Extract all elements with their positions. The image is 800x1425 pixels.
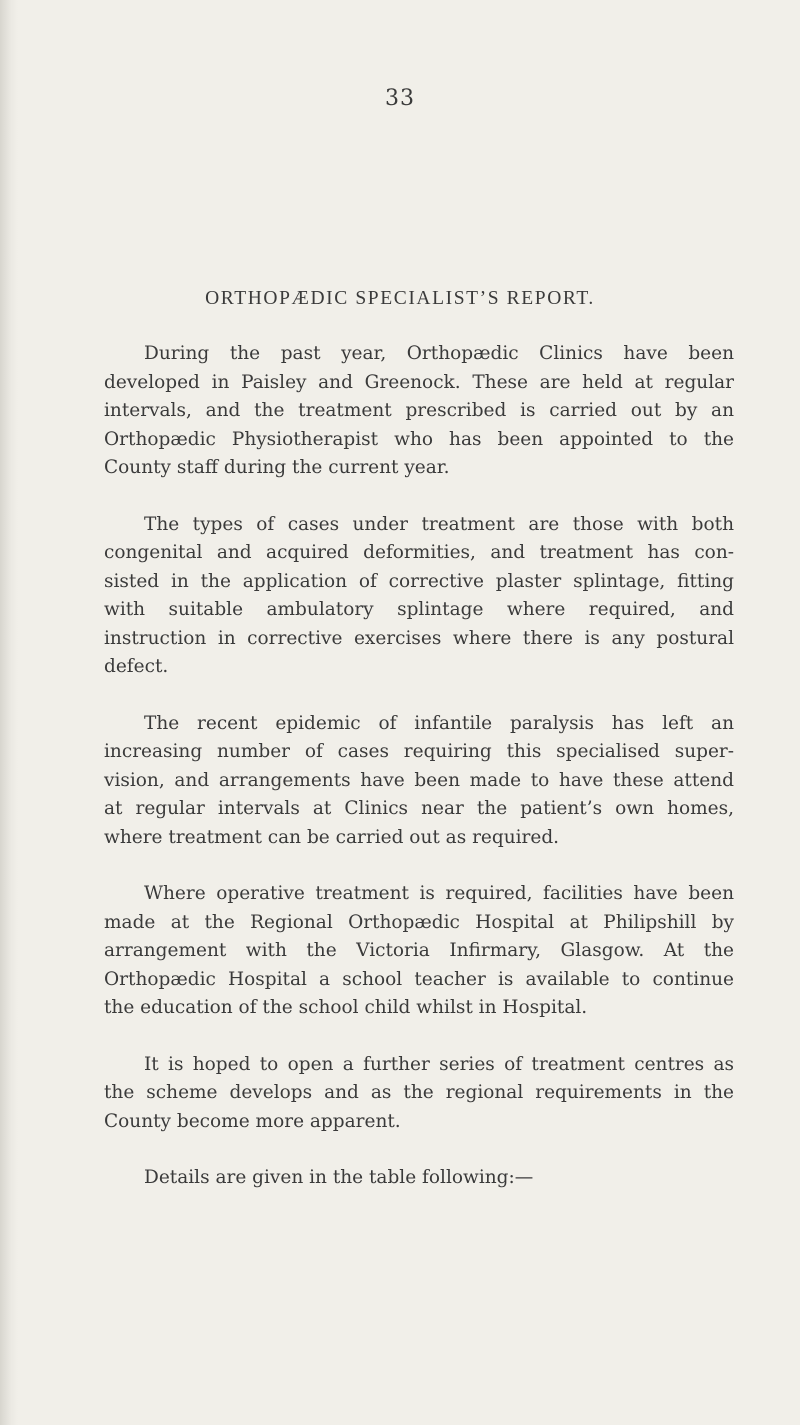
scan-shadow bbox=[0, 0, 18, 1425]
text-line: made at the Regional Orthopædic Hospital at Philipshill by bbox=[104, 911, 734, 933]
page-number: 33 bbox=[385, 86, 415, 111]
text-line: the scheme develops and as the regional requirements in the bbox=[104, 1082, 734, 1103]
text-line: with suitable ambulatory splintage where required, and bbox=[104, 599, 734, 620]
text-line: the education of the school child whilst in Hospital. bbox=[104, 997, 588, 1018]
paragraph-clinics-developed bbox=[104, 340, 734, 483]
paragraph-operative-treatment bbox=[104, 880, 734, 1023]
text-line: The types of cases under treatment are those with both bbox=[144, 513, 734, 535]
text-line: sisted in the application of corrective plaster splintage, fitting bbox=[104, 570, 734, 592]
text-line: where treatment can be carried out as required. bbox=[104, 826, 560, 848]
text-line: Details are given in the table following:— bbox=[144, 1167, 534, 1188]
paragraph-further-centres bbox=[104, 1051, 734, 1137]
text-line: developed in Paisley and Greenock. These are held at regular bbox=[104, 371, 734, 393]
text-line: defect. bbox=[104, 656, 169, 677]
text-line: County staff during the current year. bbox=[104, 457, 450, 478]
paragraph-types-of-cases bbox=[104, 511, 734, 682]
text-line: The recent epidemic of infantile paralysis has left an bbox=[144, 712, 734, 734]
text-line: at regular intervals at Clinics near the patient’s own homes, bbox=[104, 798, 734, 819]
text-line: Orthopædic Physiotherapist who has been appointed to the bbox=[104, 428, 734, 450]
text-line: intervals, and the treatment prescribed is carried out by an bbox=[104, 400, 734, 421]
text-line: increasing number of cases requiring this specialised super- bbox=[104, 741, 734, 762]
text-line: During the past year, Orthopædic Clinics have been bbox=[144, 343, 734, 364]
report-title: ORTHOPÆDIC SPECIALIST’S REPORT. bbox=[205, 288, 595, 309]
text-line: arrangement with the Victoria Infirmary, Glasgow. At the bbox=[104, 940, 734, 961]
text-line: County become more apparent. bbox=[104, 1110, 401, 1132]
text-line: It is hoped to open a further series of treatment centres as bbox=[144, 1053, 734, 1075]
paragraph-infantile-paralysis bbox=[104, 710, 734, 853]
text-line: Orthopædic Hospital a school teacher is available to continue bbox=[104, 968, 734, 990]
report-body bbox=[104, 340, 734, 1221]
text-line: Where operative treatment is required, facilities have been bbox=[144, 883, 734, 904]
text-line: vision, and arrangements have been made to have these attend bbox=[104, 769, 734, 791]
paragraph-details-table bbox=[104, 1164, 734, 1193]
text-line: instruction in corrective exercises where there is any postural bbox=[104, 627, 734, 649]
text-line: congenital and acquired deformities, and treatment has con- bbox=[104, 542, 734, 563]
